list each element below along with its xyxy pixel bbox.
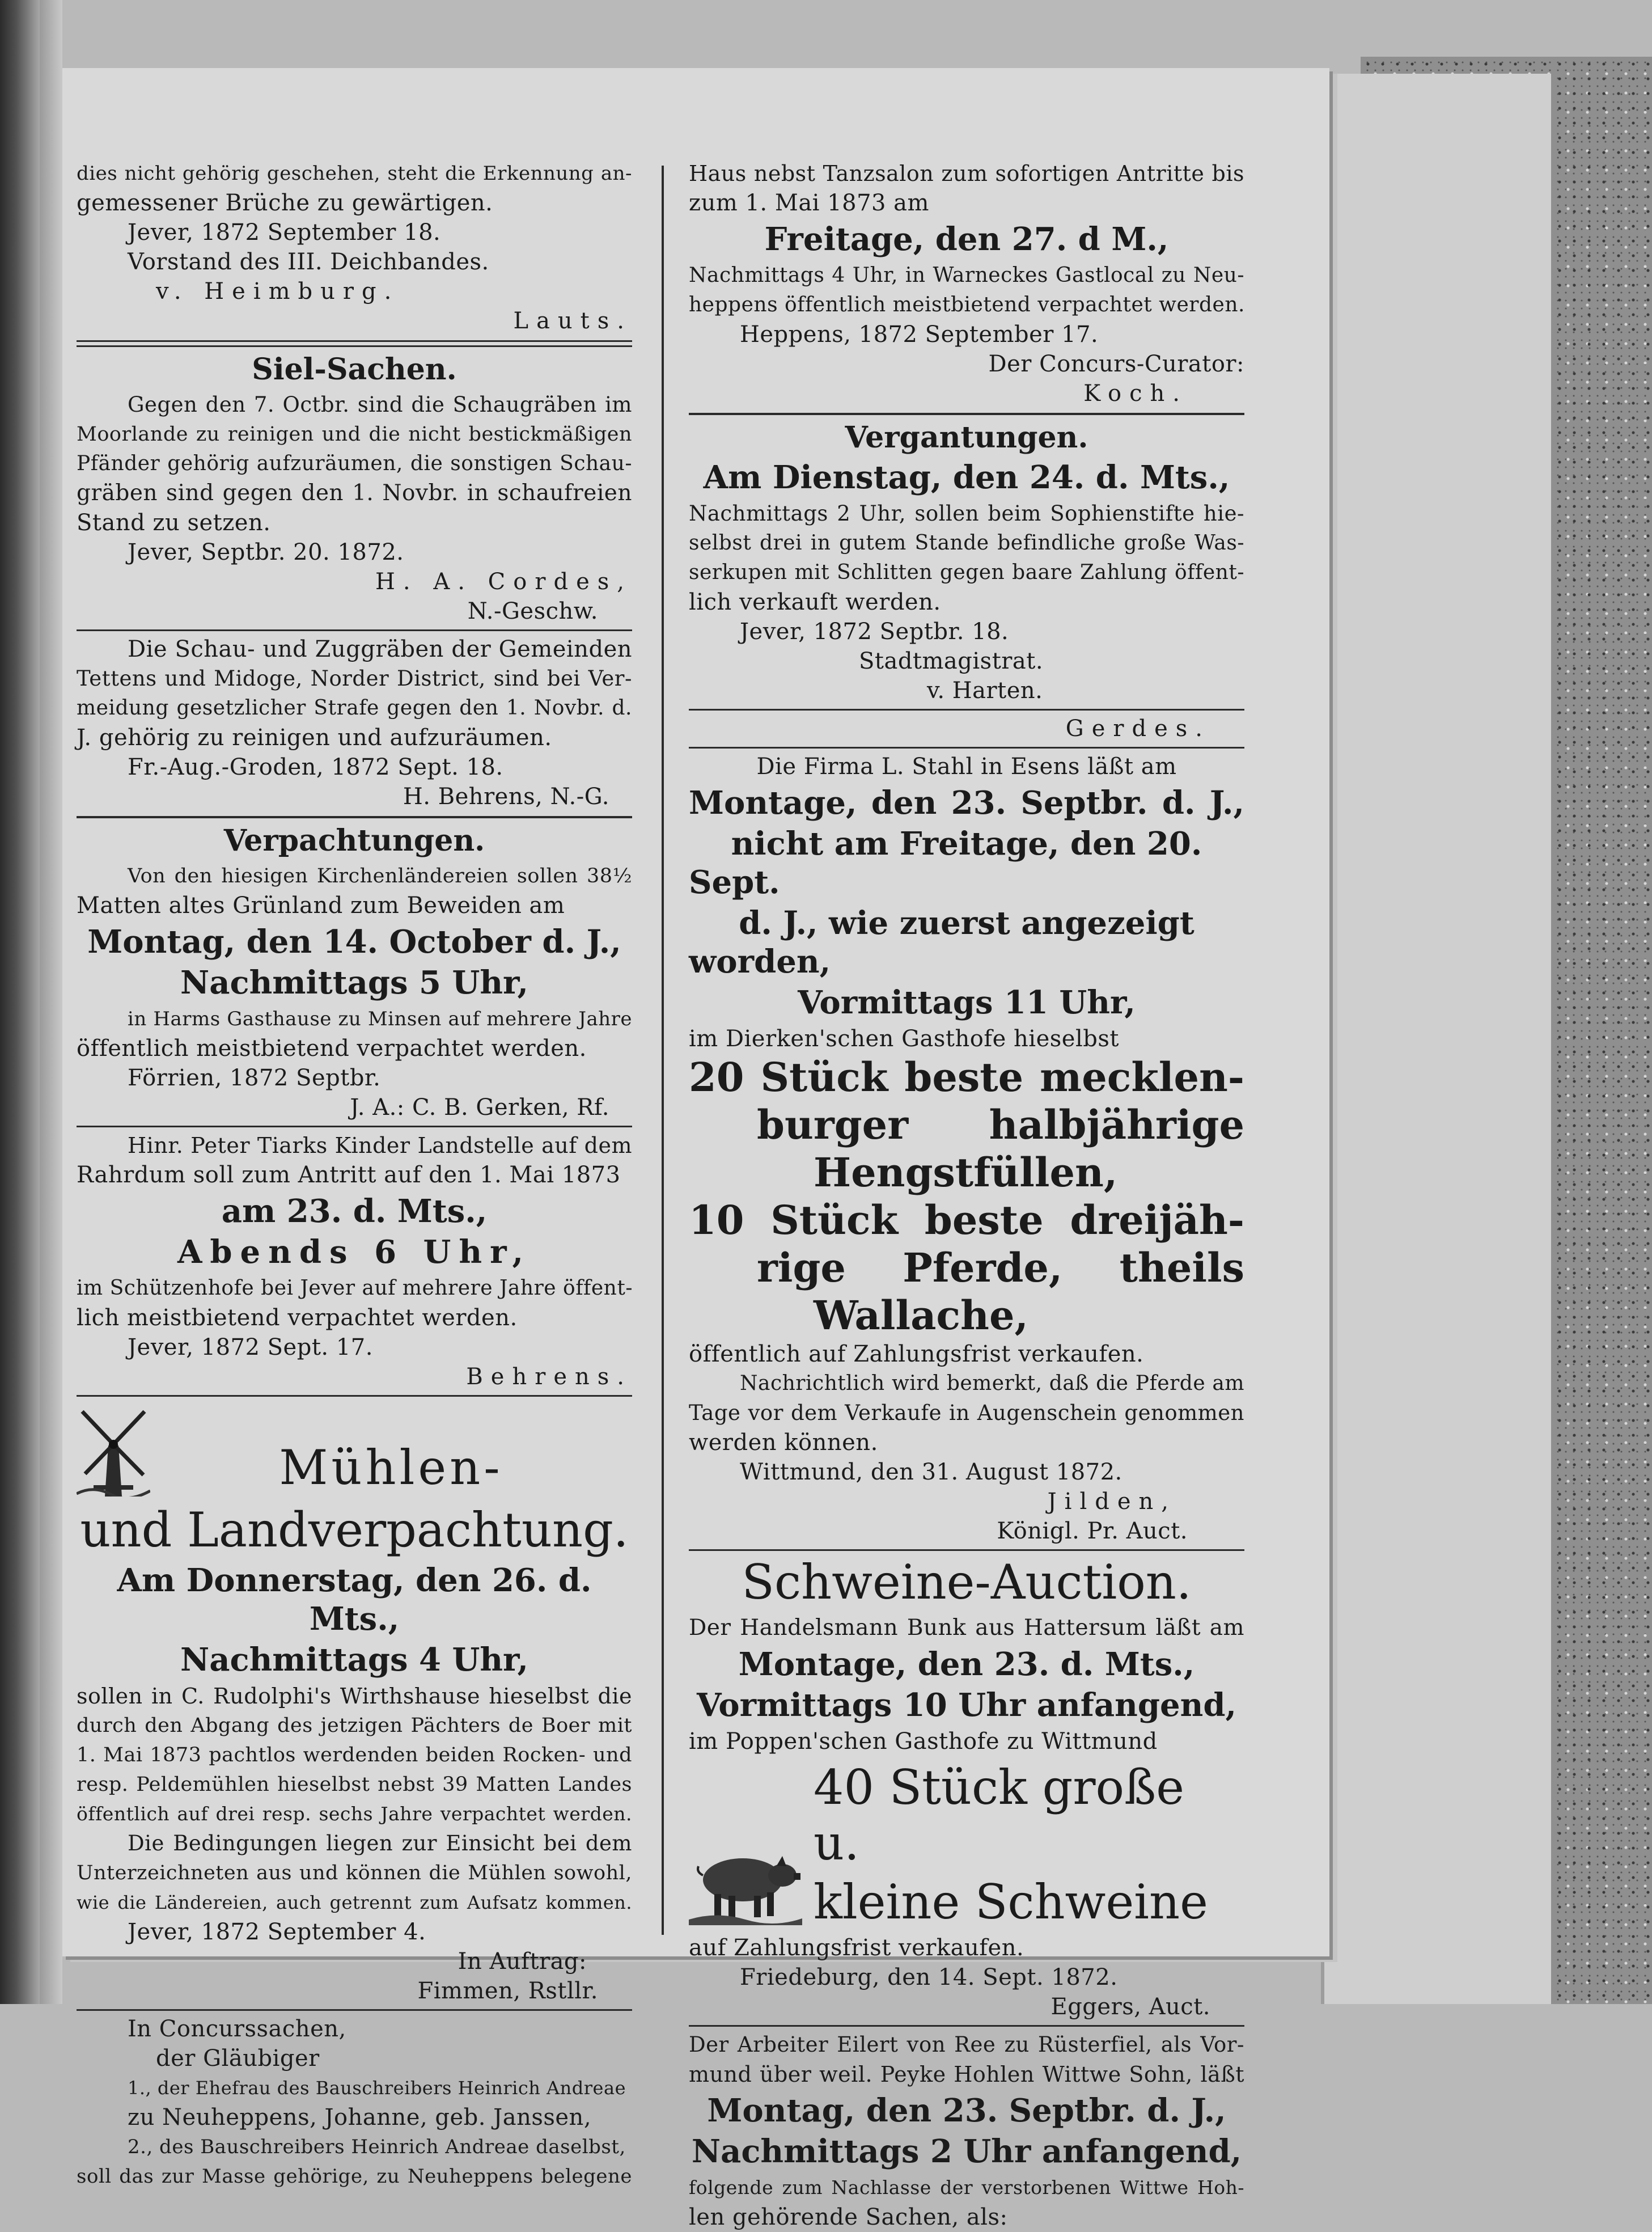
- signature-line: Jilden,: [1047, 1489, 1176, 1515]
- section-rule: [689, 413, 1244, 415]
- section-rule: [689, 747, 1244, 749]
- section-rule: [77, 816, 632, 818]
- text-line: Unterzeichneten aus und können die Mühlen sowohl,: [77, 1862, 632, 1884]
- newspaper-page: [62, 68, 1329, 2230]
- text-line: 1. Mai 1873 pachtlos werdenden beiden Rocken- und: [77, 1744, 632, 1766]
- text-line: selbst drei in gutem Stande befindliche große Was-: [689, 531, 1244, 555]
- text-line: Der Arbeiter Eilert von Ree zu Rüsterfiel, als Vor-: [689, 2032, 1244, 2057]
- signature-line: H. A. Cordes,: [375, 569, 632, 595]
- text-line: len gehörende Sachen, als:: [689, 2204, 1008, 2230]
- section-rule: [77, 340, 632, 347]
- auction-time: Nachmittags 5 Uhr,: [180, 964, 528, 1001]
- text-line: Pfänder gehörig aufzuräumen, die sonstigen Schau-: [77, 452, 632, 475]
- text-line: In Concurssachen,: [128, 2016, 346, 2042]
- text-line: Von den hiesigen Kirchenländereien sollen 38½: [128, 865, 632, 887]
- signature-line: Eggers, Auct.: [1050, 1994, 1210, 2020]
- ad-title: Mühlen-: [279, 1440, 503, 1495]
- text-line: Tettens und Midoge, Norder District, sind bei Ver-: [77, 666, 632, 691]
- livestock-heading: 20 Stück beste mecklen-: [689, 1054, 1244, 1101]
- text-line: mund über weil. Peyke Hohlen Wittwe Sohn, läßt: [689, 2062, 1244, 2087]
- section-rule: [689, 2025, 1244, 2027]
- text-line: durch den Abgang des jetzigen Pächters de Boer mit: [77, 1714, 632, 1737]
- text-line: öffentlich meistbietend verpachtet werden.: [77, 1035, 587, 1062]
- signature-line: H. Behrens, N.-G.: [403, 784, 609, 810]
- text-line: wie die Ländereien, auch getrennt zum Aufsatz kommen.: [77, 1892, 632, 1913]
- signature-line: Fimmen, Rstllr.: [417, 1978, 598, 2004]
- text-line: dies nicht gehörig geschehen, steht die Erkennung an-: [77, 162, 632, 185]
- signature-line: In Auftrag:: [458, 1948, 587, 1975]
- column-divider: [662, 166, 664, 1935]
- livestock-heading: rige Pferde, theils: [757, 1244, 1244, 1291]
- section-rule: [689, 1549, 1244, 1551]
- date-line: Wittmund, den 31. August 1872.: [740, 1459, 1122, 1485]
- text-line: folgende zum Nachlasse der verstorbenen Wittwe Hoh-: [689, 2176, 1244, 2199]
- text-line: Gegen den 7. Octbr. sind die Schaugräben im: [128, 392, 632, 417]
- text-line: J. gehörig zu reinigen und aufzuräumen.: [77, 725, 552, 751]
- text-line: Der Handelsmann Bunk aus Hattersum läßt am: [689, 1615, 1244, 1641]
- signature-line: J. A.: C. B. Gerken, Rf.: [350, 1094, 609, 1121]
- auction-date: nicht am Freitage, den 20. Sept.: [689, 825, 1202, 901]
- livestock-heading: Hengstfüllen,: [814, 1149, 1118, 1196]
- text-line: Die Bedingungen liegen zur Einsicht bei dem: [128, 1831, 632, 1855]
- auction-date: Montag, den 23. Septbr. d. J.,: [707, 2092, 1226, 2129]
- signature-line: Behrens.: [466, 1364, 632, 1390]
- text-line: Nachmittags 2 Uhr, sollen beim Sophienstifte hie-: [689, 501, 1244, 526]
- signature-line: Stadtmagistrat.: [859, 648, 1044, 674]
- text-line: im Poppen'schen Gasthofe zu Wittmund: [689, 1728, 1158, 1755]
- auction-date: d. J., wie zuerst angezeigt worden,: [689, 904, 1194, 980]
- ad-title: und Landverpachtung.: [80, 1502, 629, 1558]
- text-line: heppens öffentlich meistbietend verpachtet werden.: [689, 293, 1245, 316]
- text-line: lich meistbietend verpachtet werden.: [77, 1305, 518, 1331]
- text-line: werden können.: [689, 1430, 878, 1456]
- auction-date: Montage, den 23. d. Mts.,: [738, 1646, 1195, 1683]
- section-rule: [77, 1126, 632, 1127]
- auction-date: am 23. d. Mts.,: [221, 1193, 488, 1230]
- section-heading: Vergantungen.: [845, 420, 1088, 455]
- date-line: Jever, 1872 Sept. 17.: [128, 1334, 373, 1360]
- text-line: öffentlich auf Zahlungsfrist verkaufen.: [689, 1341, 1144, 1367]
- section-rule: [77, 629, 632, 631]
- book-spine: [0, 0, 40, 2004]
- livestock-heading: 10 Stück beste dreijäh-: [689, 1197, 1244, 1244]
- text-line: zu Neuheppens, Johanne, geb. Janssen,: [128, 2104, 592, 2130]
- mill-ad-header: [77, 1400, 632, 1499]
- left-column: [77, 159, 632, 2191]
- section-heading: Verpachtungen.: [223, 823, 485, 858]
- auction-time: Nachmittags 2 Uhr anfangend,: [691, 2133, 1242, 2170]
- auction-date: Montag, den 14. October d. J.,: [87, 923, 621, 961]
- date-line: Fr.-Aug.-Groden, 1872 Sept. 18.: [128, 754, 503, 780]
- auction-time: Abends 6 Uhr,: [177, 1233, 532, 1271]
- windmill-icon: [77, 1400, 150, 1499]
- section-rule: [77, 2009, 632, 2011]
- text-line: Rahrdum soll zum Antritt auf den 1. Mai 1873: [77, 1162, 621, 1188]
- text-line: meidung gesetzlicher Strafe gegen den 1. Novbr. d.: [77, 696, 632, 720]
- section-heading: Siel-Sachen.: [252, 352, 457, 387]
- date-line: Jever, 1872 September 4.: [128, 1919, 426, 1945]
- livestock-heading: burger halbjährige: [757, 1101, 1244, 1148]
- previous-page-edge: [40, 0, 62, 2004]
- text-line: im Dierken'schen Gasthofe hieselbst: [689, 1026, 1119, 1052]
- date-line: Friedeburg, den 14. Sept. 1872.: [740, 1964, 1118, 1990]
- text-line: zum 1. Mai 1873 am: [689, 190, 929, 216]
- auction-time: Vormittags 11 Uhr,: [798, 984, 1136, 1021]
- signature-line: v. Harten.: [927, 678, 1043, 704]
- date-line: Jever, 1872 Septbr. 18.: [740, 619, 1009, 645]
- text-line: der Gläubiger: [156, 2045, 320, 2072]
- text-line: im Schützenhofe bei Jever auf mehrere Jahre öffent-: [77, 1276, 633, 1300]
- auction-date: Freitage, den 27. d M.,: [764, 221, 1169, 258]
- text-line: soll das zur Masse gehörige, zu Neuheppens belegene: [77, 2165, 632, 2188]
- livestock-heading: Wallache,: [814, 1292, 1028, 1339]
- text-line: Die Firma L. Stahl in Esens läßt am: [756, 754, 1177, 780]
- auction-time: Vormittags 10 Uhr anfangend,: [696, 1686, 1237, 1724]
- text-line: Tage vor dem Verkaufe in Augenschein genommen: [689, 1401, 1244, 1425]
- auction-date: Am Dienstag, den 24. d. Mts.,: [703, 459, 1230, 496]
- signature-line: v. Heimburg.: [156, 278, 400, 305]
- text-line: gräben sind gegen den 1. Novbr. in schaufreien: [77, 480, 632, 506]
- signature-line: Koch.: [1083, 381, 1188, 407]
- pig-icon: [689, 1840, 802, 1933]
- text-line: Matten altes Grünland zum Beweiden am: [77, 893, 565, 919]
- livestock-heading: 40 Stück große u.: [814, 1760, 1184, 1871]
- text-line: Nachrichtlich wird bemerkt, daß die Pferde am: [740, 1372, 1244, 1395]
- text-line: Hinr. Peter Tiarks Kinder Landstelle auf dem: [128, 1133, 632, 1158]
- right-column: [689, 159, 1244, 2232]
- signature-line: N.-Geschw.: [467, 598, 598, 624]
- text-line: in Harms Gasthause zu Minsen auf mehrere Jahre: [128, 1008, 632, 1030]
- text-line: gemessener Brüche zu gewärtigen.: [77, 190, 493, 216]
- auction-date: Montage, den 23. Septbr. d. J.,: [689, 784, 1244, 822]
- text-line: lich verkauft werden.: [689, 589, 941, 615]
- date-line: Heppens, 1872 September 17.: [740, 322, 1099, 348]
- text-line: Die Schau- und Zuggräben der Gemeinden: [128, 636, 632, 662]
- date-line: Förrien, 1872 Septbr.: [128, 1065, 381, 1091]
- text-line: Stand zu setzen.: [77, 510, 271, 536]
- text-line: 1., der Ehefrau des Bauschreibers Heinrich Andreae: [128, 2077, 626, 2099]
- text-line: sollen in C. Rudolphi's Wirthshause hieselbst die: [77, 1684, 632, 1709]
- auction-date: Am Donnerstag, den 26. d. Mts.,: [117, 1562, 592, 1638]
- text-line: auf Zahlungsfrist verkaufen.: [689, 1935, 1024, 1961]
- text-line: resp. Peldemühlen hieselbst nebst 39 Matten Landes: [77, 1773, 632, 1796]
- date-line: Jever, Septbr. 20. 1872.: [128, 539, 404, 565]
- ad-title: Schweine-Auction.: [742, 1554, 1192, 1610]
- text-line: Moorlande zu reinigen und die nicht bestickmäßigen: [77, 423, 632, 446]
- signature-line: Gerdes.: [1065, 716, 1210, 742]
- signature-line: Lauts.: [513, 308, 632, 334]
- auction-time: Nachmittags 4 Uhr,: [180, 1641, 528, 1679]
- text-line: Haus nebst Tanzsalon zum sofortigen Antritte bis: [689, 161, 1244, 186]
- text-line: öffentlich auf drei resp. sechs Jahre verpachtet werden.: [77, 1803, 632, 1825]
- date-line: Jever, 1872 September 18.: [128, 219, 441, 246]
- signature-line: Königl. Pr. Auct.: [997, 1518, 1188, 1544]
- signature-line: Vorstand des III. Deichbandes.: [128, 249, 489, 275]
- text-line: serkupen mit Schlitten gegen baare Zahlung öffent-: [689, 561, 1244, 584]
- text-line: 2., des Bauschreibers Heinrich Andreae daselbst,: [128, 2136, 626, 2158]
- signature-line: Der Concurs-Curator:: [988, 351, 1244, 377]
- cover-endpaper: [1321, 74, 1551, 2004]
- livestock-heading: kleine Schweine: [814, 1874, 1208, 1930]
- pig-ad-block: [689, 1756, 1244, 1933]
- text-line: Nachmittags 4 Uhr, in Warneckes Gastlocal zu Neu-: [689, 264, 1244, 287]
- section-rule: [77, 1395, 632, 1397]
- section-rule: [689, 709, 1244, 711]
